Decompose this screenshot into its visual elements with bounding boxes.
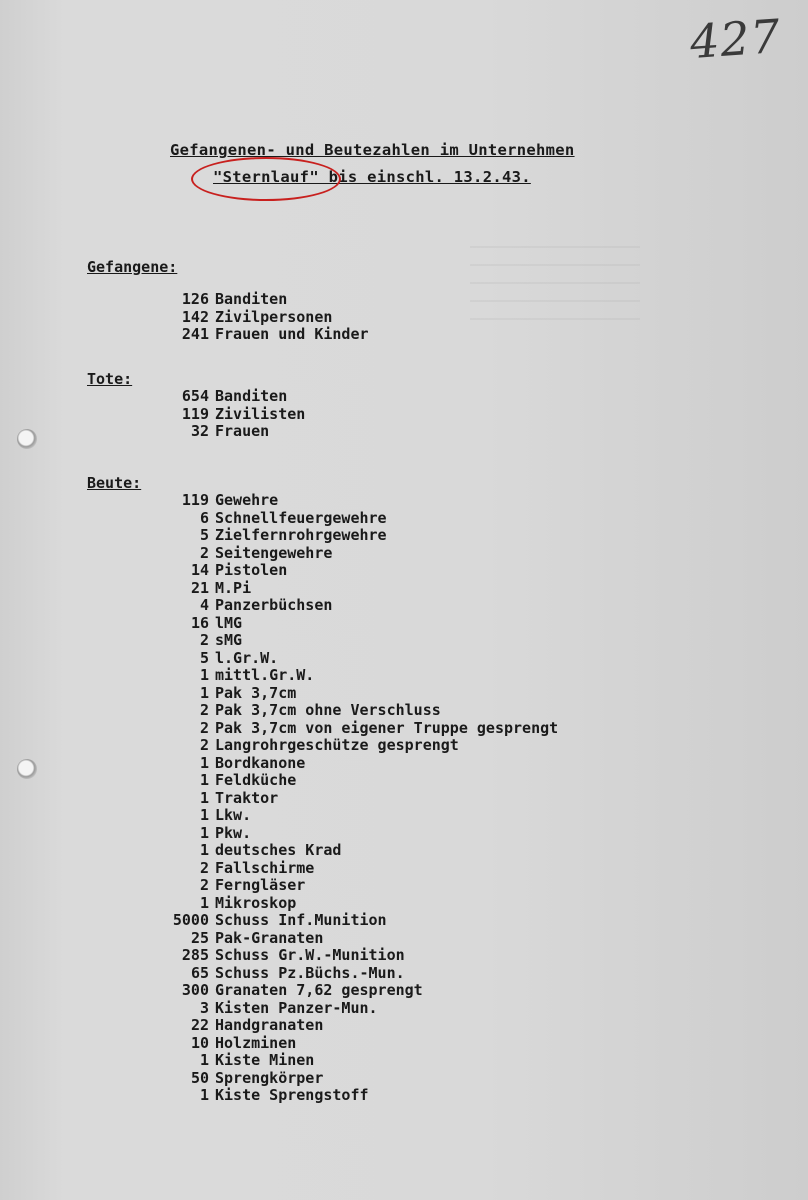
section-heading-gefangene: Gefangene:: [87, 258, 178, 276]
bleed-through-text: [470, 230, 640, 320]
item-label: Schnellfeuergewehre: [215, 508, 387, 527]
item-label: sMG: [215, 631, 243, 649]
item-label: Ferngläser: [215, 876, 306, 894]
list-item: [150, 614, 558, 632]
item-label: Kiste Minen: [215, 1051, 315, 1069]
item-count: 25: [190, 928, 209, 947]
item-count: 142: [181, 307, 209, 326]
section-heading-tote: Tote:: [87, 370, 133, 388]
item-count: 1: [199, 806, 209, 824]
item-label: Panzerbüchsen: [215, 596, 333, 614]
item-label: Pak-Granaten: [215, 928, 324, 947]
item-count: 2: [199, 876, 209, 894]
item-label: Schuss Pz.Büchs.-Mun.: [215, 963, 405, 982]
list-item: [150, 789, 558, 807]
item-count: 2: [199, 631, 209, 649]
section-heading-beute: Beute:: [87, 474, 142, 492]
list-item: [150, 701, 558, 719]
list-item: [150, 754, 558, 772]
item-label: Holzminen: [215, 1033, 297, 1052]
item-label: Frauen: [215, 422, 270, 440]
item-label: Zielfernrohrgewehre: [215, 526, 387, 544]
list-item: [150, 929, 558, 947]
item-label: lMG: [215, 613, 243, 632]
item-count: 1: [199, 1086, 209, 1104]
item-count: 654: [181, 387, 209, 405]
item-count: 1: [199, 1051, 209, 1069]
list-item: [150, 841, 558, 859]
list-item: [150, 964, 558, 982]
item-label: Lkw.: [215, 806, 252, 824]
document-title-line-1: Gefangenen- und Beutezahlen im Unternehmen: [170, 141, 575, 159]
list-item: [150, 509, 558, 527]
item-count: 21: [190, 578, 209, 597]
item-label: Frauen und Kinder: [215, 325, 369, 343]
item-label: Gewehre: [215, 491, 279, 509]
item-count: 285: [181, 946, 209, 964]
item-label: Seitengewehre: [215, 543, 333, 562]
list-item: [150, 666, 558, 684]
list-item: [150, 876, 558, 894]
item-label: deutsches Krad: [215, 841, 342, 859]
item-count: 2: [199, 736, 209, 754]
list-item: [150, 387, 305, 405]
item-label: Langrohrgeschütze gesprengt: [215, 736, 459, 754]
item-label: Schuss Gr.W.-Munition: [215, 946, 405, 964]
list-item: [150, 824, 558, 842]
section-list-tote: [150, 387, 305, 440]
item-count: 1: [199, 753, 209, 772]
item-label: Pak 3,7cm von eigener Truppe gesprengt: [215, 718, 559, 737]
item-count: 32: [190, 422, 209, 440]
list-item: [150, 1086, 558, 1104]
item-count: 1: [199, 683, 209, 702]
item-count: 22: [190, 1016, 209, 1034]
list-item: [150, 946, 558, 964]
list-item: [150, 491, 558, 509]
item-label: M.Pi: [215, 578, 252, 597]
punch-hole: [17, 429, 37, 449]
item-count: 2: [199, 543, 209, 562]
item-count: 2: [199, 701, 209, 719]
item-count: 5: [199, 526, 209, 544]
item-count: 50: [190, 1068, 209, 1087]
item-count: 6: [199, 508, 209, 527]
item-label: Zivilpersonen: [215, 307, 333, 326]
item-label: Granaten 7,62 gesprengt: [215, 981, 423, 999]
item-label: Zivilisten: [215, 404, 306, 423]
list-item: [150, 1069, 558, 1087]
section-list-beute: [150, 491, 558, 1104]
item-label: Pistolen: [215, 561, 288, 579]
list-item: [150, 526, 558, 544]
list-item: [150, 911, 558, 929]
item-count: 10: [190, 1033, 209, 1052]
item-count: 5: [199, 648, 209, 667]
item-label: Feldküche: [215, 771, 297, 789]
item-count: 1: [199, 771, 209, 789]
item-count: 119: [181, 491, 209, 509]
list-item: [150, 422, 305, 440]
item-count: 3: [199, 998, 209, 1017]
handwritten-folio-number: 427: [688, 8, 783, 70]
item-count: 2: [199, 718, 209, 737]
item-count: 4: [199, 596, 209, 614]
list-item: [150, 579, 558, 597]
item-label: Kiste Sprengstoff: [215, 1086, 369, 1104]
list-item: [150, 649, 558, 667]
list-item: [150, 806, 558, 824]
item-count: 1: [199, 841, 209, 859]
list-item: [150, 736, 558, 754]
list-item: [150, 596, 558, 614]
item-count: 5000: [172, 911, 209, 929]
item-label: Sprengkörper: [215, 1068, 324, 1087]
list-item: [150, 308, 369, 326]
list-item: [150, 405, 305, 423]
item-label: Banditen: [215, 290, 288, 308]
item-label: Mikroskop: [215, 893, 297, 912]
list-item: [150, 544, 558, 562]
item-label: Traktor: [215, 788, 279, 807]
item-label: Kisten Panzer-Mun.: [215, 998, 378, 1017]
list-item: [150, 290, 369, 308]
item-count: 1: [199, 666, 209, 684]
item-count: 1: [199, 788, 209, 807]
list-item: [150, 894, 558, 912]
item-label: mittl.Gr.W.: [215, 666, 315, 684]
list-item: [150, 561, 558, 579]
item-count: 16: [190, 613, 209, 632]
item-label: Handgranaten: [215, 1016, 324, 1034]
item-count: 300: [181, 981, 209, 999]
list-item: [150, 981, 558, 999]
item-count: 2: [199, 858, 209, 877]
document-title-line-2: "Sternlauf" bis einschl. 13.2.43.: [213, 168, 531, 186]
item-label: Banditen: [215, 387, 288, 405]
list-item: [150, 1016, 558, 1034]
list-item: [150, 719, 558, 737]
item-count: 65: [190, 963, 209, 982]
item-label: Pak 3,7cm: [215, 683, 297, 702]
list-item: [150, 999, 558, 1017]
item-label: Bordkanone: [215, 753, 306, 772]
item-count: 14: [190, 561, 209, 579]
item-count: 1: [199, 823, 209, 842]
list-item: [150, 684, 558, 702]
list-item: [150, 1034, 558, 1052]
list-item: [150, 859, 558, 877]
item-count: 126: [181, 290, 209, 308]
item-count: 119: [181, 404, 209, 423]
list-item: [150, 1051, 558, 1069]
punch-hole: [17, 759, 37, 779]
item-label: Pak 3,7cm ohne Verschluss: [215, 701, 441, 719]
section-list-gefangene: [150, 290, 369, 343]
red-circle-annotation: [191, 157, 341, 201]
item-label: Schuss Inf.Munition: [215, 911, 387, 929]
list-item: [150, 631, 558, 649]
item-label: Pkw.: [215, 823, 252, 842]
item-count: 1: [199, 893, 209, 912]
item-count: 241: [181, 325, 209, 343]
list-item: [150, 771, 558, 789]
item-label: Fallschirme: [215, 858, 315, 877]
item-label: l.Gr.W.: [215, 648, 279, 667]
list-item: [150, 325, 369, 343]
